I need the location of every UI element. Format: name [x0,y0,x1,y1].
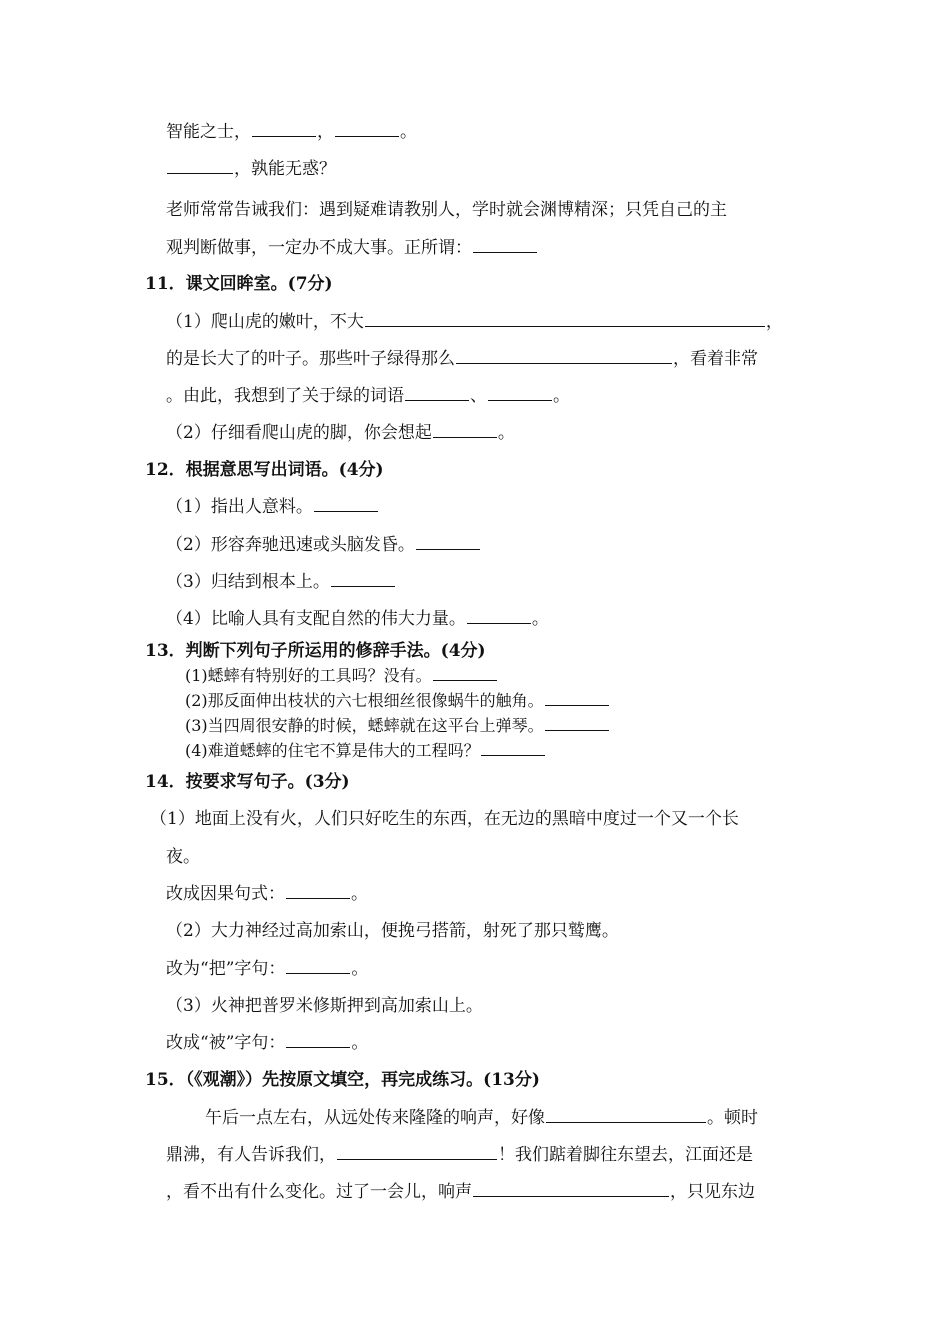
text: ，看着非常 [673,349,758,369]
answer-blank[interactable] [488,385,552,401]
text: 改成因果句式： [166,884,285,904]
text-line [205,1107,758,1129]
text: （3）归结到根本上。 [166,572,330,592]
text-line [166,1181,755,1203]
answer-blank[interactable] [545,715,609,731]
text-line [166,311,783,333]
answer-blank[interactable] [331,571,395,587]
answer-blank[interactable] [314,496,378,512]
text: （2）仔细看爬山虎的脚，你会想起 [166,423,432,443]
answer-blank[interactable] [473,237,537,253]
text-line [166,883,368,905]
answer-blank[interactable] [467,608,531,624]
text: ！我们踮着脚往东望去，江面还是 [498,1145,753,1165]
text: 改为“把”字句： [166,959,286,979]
text: (1)蟋蟀有特别好的工具吗？没有。 [185,666,432,685]
text: ， [765,312,783,332]
answer-blank[interactable] [335,121,399,137]
question-heading: 14．按要求写句子。(3分) [145,772,350,792]
text: 。由此，我想到了关于绿的词语 [166,386,404,406]
answer-blank[interactable] [433,422,497,438]
text: ，孰能无惑？ [234,159,336,179]
answer-blank[interactable] [337,1144,497,1160]
text: 。 [351,959,369,979]
answer-blank[interactable] [405,385,469,401]
text: （2）形容奔驰迅速或头脑发昏。 [166,535,415,555]
answer-blank[interactable] [252,121,316,137]
text: ，只见东边 [670,1182,755,1202]
text: 改成“被”字句： [166,1033,286,1053]
text: ， [317,122,334,142]
text: 鼎沸，有人告诉我们， [166,1145,336,1165]
answer-blank[interactable] [416,534,480,550]
text-line: （3）火神把普罗米修斯押到高加索山上。 [166,996,483,1016]
text-line [166,121,417,143]
text: 。 [400,122,417,142]
text: 智能之士， [166,122,251,142]
text: 。 [497,423,515,443]
text-line [166,385,570,407]
text-line [166,496,379,518]
text-line [166,571,396,593]
text: 、 [470,386,487,406]
text: 。 [351,884,368,904]
text-line [185,715,610,737]
text-line [185,690,610,712]
answer-blank[interactable] [286,883,350,899]
text-line [166,422,515,444]
text: （4）比喻人具有支配自然的伟大力量。 [166,609,466,629]
text: ，看不出有什么变化。过了一会儿，响声 [166,1182,472,1202]
question-heading: 15．（《观潮》）先按原文填空，再完成练习。(13分) [145,1070,540,1090]
text-line [166,158,336,180]
text: 。 [553,386,570,406]
text: （1）指出人意料。 [166,497,313,517]
answer-blank[interactable] [286,958,350,974]
text-line [166,1144,753,1166]
text-line [185,740,546,762]
text-line [185,665,498,687]
text: 。顿时 [707,1108,758,1128]
text-line: 夜。 [166,847,200,867]
text: 。 [531,609,549,629]
answer-blank[interactable] [473,1181,669,1197]
text-line: （2）大力神经过高加索山，便挽弓搭箭，射死了那只鹫鹰。 [166,921,619,941]
text-line [166,958,368,980]
question-heading: 11．课文回眸室。(7分) [145,274,333,294]
text-line [166,608,549,630]
text: (4)难道蟋蟀的住宅不算是伟大的工程吗？ [185,741,480,760]
text: 。 [351,1033,369,1053]
text-line [166,237,538,259]
question-heading: 12．根据意思写出词语。(4分) [145,460,384,480]
answer-blank[interactable] [365,311,765,327]
text-line [166,1032,368,1054]
answer-blank[interactable] [456,348,672,364]
answer-blank[interactable] [167,158,233,174]
text: 的是长大了的叶子。那些叶子绿得那么 [166,349,455,369]
text: 观判断做事，一定办不成大事。正所谓： [166,238,472,258]
answer-blank[interactable] [286,1032,350,1048]
text: (3)当四周很安静的时候，蟋蟀就在这平台上弹琴。 [185,716,544,735]
answer-blank[interactable] [481,740,545,756]
answer-blank[interactable] [545,690,609,706]
text-line [166,348,758,370]
question-heading: 13．判断下列句子所运用的修辞手法。(4分) [145,641,486,661]
text-line: （1）地面上没有火，人们只好吃生的东西，在无边的黑暗中度过一个又一个长 [150,809,739,829]
text-line: 老师常常告诫我们：遇到疑难请教别人，学时就会渊博精深；只凭自己的主 [166,200,727,220]
answer-blank[interactable] [433,665,497,681]
text-line [166,534,481,556]
text: （1）爬山虎的嫩叶，不大 [166,312,364,332]
text: (2)那反面伸出枝状的六七根细丝很像蜗牛的触角。 [185,691,544,710]
answer-blank[interactable] [546,1107,706,1123]
text: 午后一点左右，从远处传来隆隆的响声，好像 [205,1108,545,1128]
